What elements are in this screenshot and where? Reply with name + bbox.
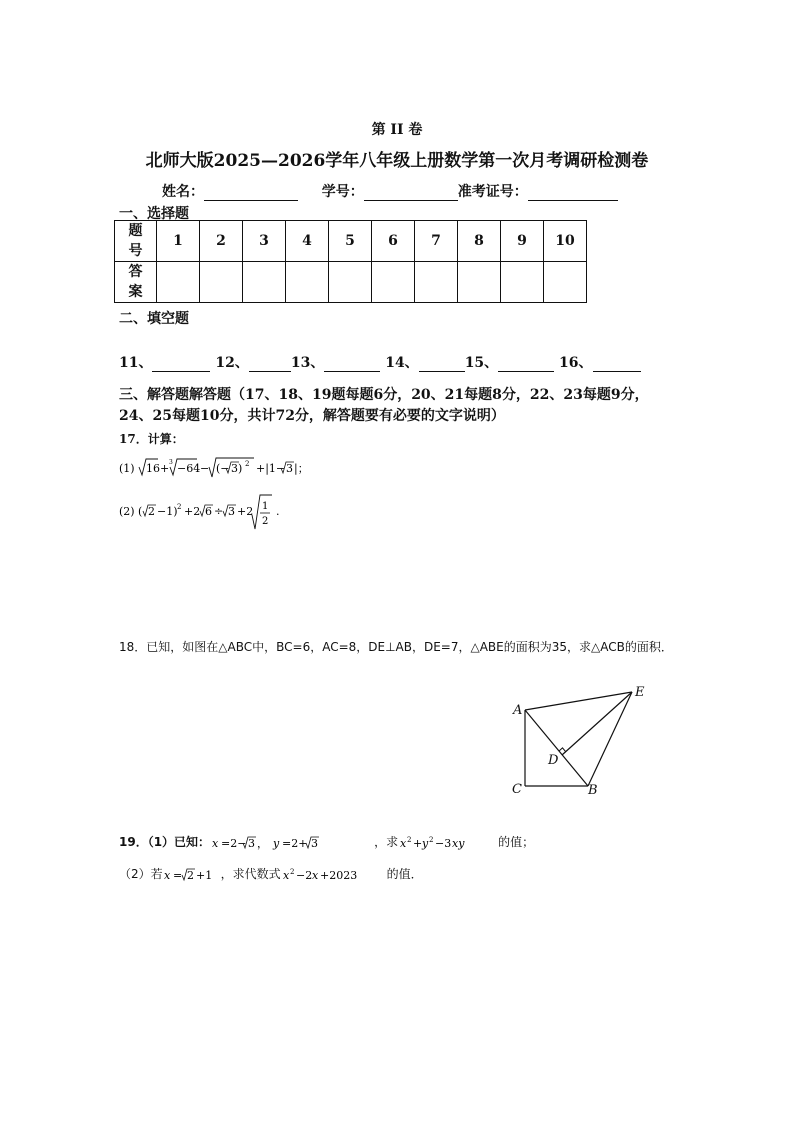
svg-text:3: 3 xyxy=(311,836,319,850)
fill-blank[interactable] xyxy=(593,357,641,372)
svg-text:2: 2 xyxy=(289,867,295,876)
svg-text:x: x xyxy=(212,836,219,850)
question-number: 4 xyxy=(286,221,329,262)
q19-part1-end: 的值； xyxy=(498,835,535,849)
segment-ab xyxy=(525,710,588,786)
q17-label: 17．计算： xyxy=(119,432,184,446)
svg-text:，: ， xyxy=(257,836,269,850)
q17-part1 xyxy=(119,455,379,485)
student-info xyxy=(162,181,618,201)
svg-text:+2: +2 xyxy=(184,505,201,518)
student-id-label: 学号： xyxy=(321,184,364,200)
q19-part1 xyxy=(119,832,534,853)
answer-cell[interactable] xyxy=(157,262,200,303)
exam-no-field[interactable] xyxy=(528,185,618,201)
answer-cell[interactable] xyxy=(458,262,501,303)
svg-text:x: x xyxy=(282,868,289,882)
svg-text:x: x xyxy=(163,868,170,882)
svg-text:6: 6 xyxy=(205,505,212,518)
fill-blanks xyxy=(119,352,641,372)
svg-text:y: y xyxy=(422,836,429,850)
q19-part1-prefix: 19．（1）已知： xyxy=(119,835,211,849)
svg-text:2: 2 xyxy=(407,835,412,844)
svg-text:+: + xyxy=(160,462,170,475)
answer-cell[interactable] xyxy=(329,262,372,303)
svg-text:(2): (2) xyxy=(119,505,135,518)
svg-text:+2: +2 xyxy=(237,505,254,518)
svg-text:1: 1 xyxy=(262,501,269,512)
section-answer-heading: 三、解答题解答题（17、18、19题每题6分，20、21每题8分，22、23每题9分，24、25每题10分，共计72分，解答题要有必要的文字说明） xyxy=(119,387,649,424)
q19-part2 xyxy=(119,864,423,885)
name-label: 姓名： xyxy=(162,184,204,200)
question-number: 2 xyxy=(200,221,243,262)
label-b: B xyxy=(588,783,598,798)
question-number: 3 xyxy=(243,221,286,262)
svg-text:.: . xyxy=(276,505,280,518)
svg-text:2: 2 xyxy=(186,868,194,882)
q19-part2-mid: ，求代数式 xyxy=(220,867,281,881)
answer-cell[interactable] xyxy=(200,262,243,303)
q19-part2-end: 的值． xyxy=(386,867,423,881)
fill-blank[interactable] xyxy=(498,357,554,372)
fill-blank[interactable] xyxy=(249,357,291,372)
svg-text:3: 3 xyxy=(286,462,293,475)
svg-text:+1: +1 xyxy=(195,868,212,882)
answer-cell[interactable] xyxy=(415,262,458,303)
question-number: 5 xyxy=(329,221,372,262)
question-number: 6 xyxy=(372,221,415,262)
q17-part2 xyxy=(119,493,379,537)
svg-text:2: 2 xyxy=(245,460,250,468)
svg-text:+2023: +2023 xyxy=(319,868,357,882)
svg-text:3): 3) xyxy=(231,462,243,475)
segment-eb xyxy=(588,692,632,786)
svg-text:(1): (1) xyxy=(119,462,135,475)
fill-number: 15、 xyxy=(464,355,499,371)
label-a: A xyxy=(513,703,523,718)
page-title: 北师大版2025—2026学年八年级上册数学第一次月考调研检测卷 xyxy=(145,151,649,171)
fill-number: 16、 xyxy=(559,355,593,371)
svg-text:=2+: =2+ xyxy=(282,836,308,850)
row-header-number: 题 号 xyxy=(115,221,157,262)
svg-text:3: 3 xyxy=(228,505,235,518)
q19-part2-expr xyxy=(281,865,387,885)
segment-ae xyxy=(525,692,632,710)
svg-text:=2−: =2− xyxy=(221,836,247,850)
volume-label: 第 II 卷 xyxy=(371,122,423,138)
answer-cell[interactable] xyxy=(286,262,329,303)
svg-text:(−: (− xyxy=(216,462,230,475)
fill-number: 11、 xyxy=(119,355,153,371)
svg-text:−3: −3 xyxy=(435,836,452,850)
svg-text:2: 2 xyxy=(262,516,269,527)
question-number: 7 xyxy=(415,221,458,262)
table-row-numbers xyxy=(115,221,587,262)
q18-text: 18．已知，如图在△ABC中，BC=6，AC=8，DE⊥AB，DE=7，△ABE的面积为35，求△ACB的面积． xyxy=(119,640,673,654)
svg-text:+: + xyxy=(413,836,423,850)
svg-text:2: 2 xyxy=(177,503,182,511)
fill-number: 13、 xyxy=(290,355,325,371)
svg-text:−: − xyxy=(200,462,210,475)
svg-text:÷: ÷ xyxy=(214,505,224,518)
svg-text:x: x xyxy=(311,868,318,882)
triangle-figure xyxy=(505,680,655,800)
label-d: D xyxy=(548,753,559,768)
q19-part2-prefix: （2）若 xyxy=(119,867,163,881)
row-header-answer: 答 案 xyxy=(115,262,157,303)
svg-text:=: = xyxy=(172,868,182,882)
answer-cell[interactable] xyxy=(501,262,544,303)
q17-part2-formula xyxy=(119,493,379,533)
question-number: 9 xyxy=(501,221,544,262)
q19-part1-expr xyxy=(398,833,498,853)
q19-part1-suffix: ，求 xyxy=(374,835,399,849)
section-choice-heading: 一、选择题 xyxy=(119,206,189,222)
question-number: 10 xyxy=(544,221,587,262)
label-c: C xyxy=(512,782,522,797)
svg-text:2: 2 xyxy=(148,505,155,518)
svg-text:3: 3 xyxy=(169,459,173,466)
table-row-answers xyxy=(115,262,587,303)
svg-text:xy: xy xyxy=(452,836,465,850)
q19-part2-formula xyxy=(163,865,221,885)
q19-part1-formula xyxy=(210,833,374,853)
section-fill-heading: 二、填空题 xyxy=(119,311,189,327)
svg-text:|；: |； xyxy=(294,462,309,475)
label-e: E xyxy=(635,685,645,700)
answer-table xyxy=(114,220,587,303)
svg-text:y: y xyxy=(273,836,280,850)
svg-text:(: ( xyxy=(138,505,143,518)
fill-blank[interactable] xyxy=(152,357,210,372)
fill-number: 12、 xyxy=(215,355,249,371)
name-field[interactable] xyxy=(204,185,298,201)
answer-cell[interactable] xyxy=(372,262,415,303)
svg-text:x: x xyxy=(400,836,407,850)
question-number: 1 xyxy=(157,221,200,262)
student-id-field[interactable] xyxy=(364,185,458,201)
svg-text:−2: −2 xyxy=(295,868,312,882)
svg-text:+|1−: +|1− xyxy=(256,462,286,475)
svg-text:2: 2 xyxy=(429,835,434,844)
fill-blank[interactable] xyxy=(419,357,465,372)
svg-text:3: 3 xyxy=(248,836,256,850)
answer-cell[interactable] xyxy=(544,262,587,303)
q17-part1-formula xyxy=(119,455,379,481)
fill-blank[interactable] xyxy=(324,357,380,372)
svg-text:−64: −64 xyxy=(177,462,201,475)
svg-text:−1): −1) xyxy=(157,505,178,518)
exam-no-label: 准考证号： xyxy=(457,184,528,200)
answer-cell[interactable] xyxy=(243,262,286,303)
svg-text:16: 16 xyxy=(146,462,160,475)
fill-number: 14、 xyxy=(385,355,419,371)
question-number: 8 xyxy=(458,221,501,262)
